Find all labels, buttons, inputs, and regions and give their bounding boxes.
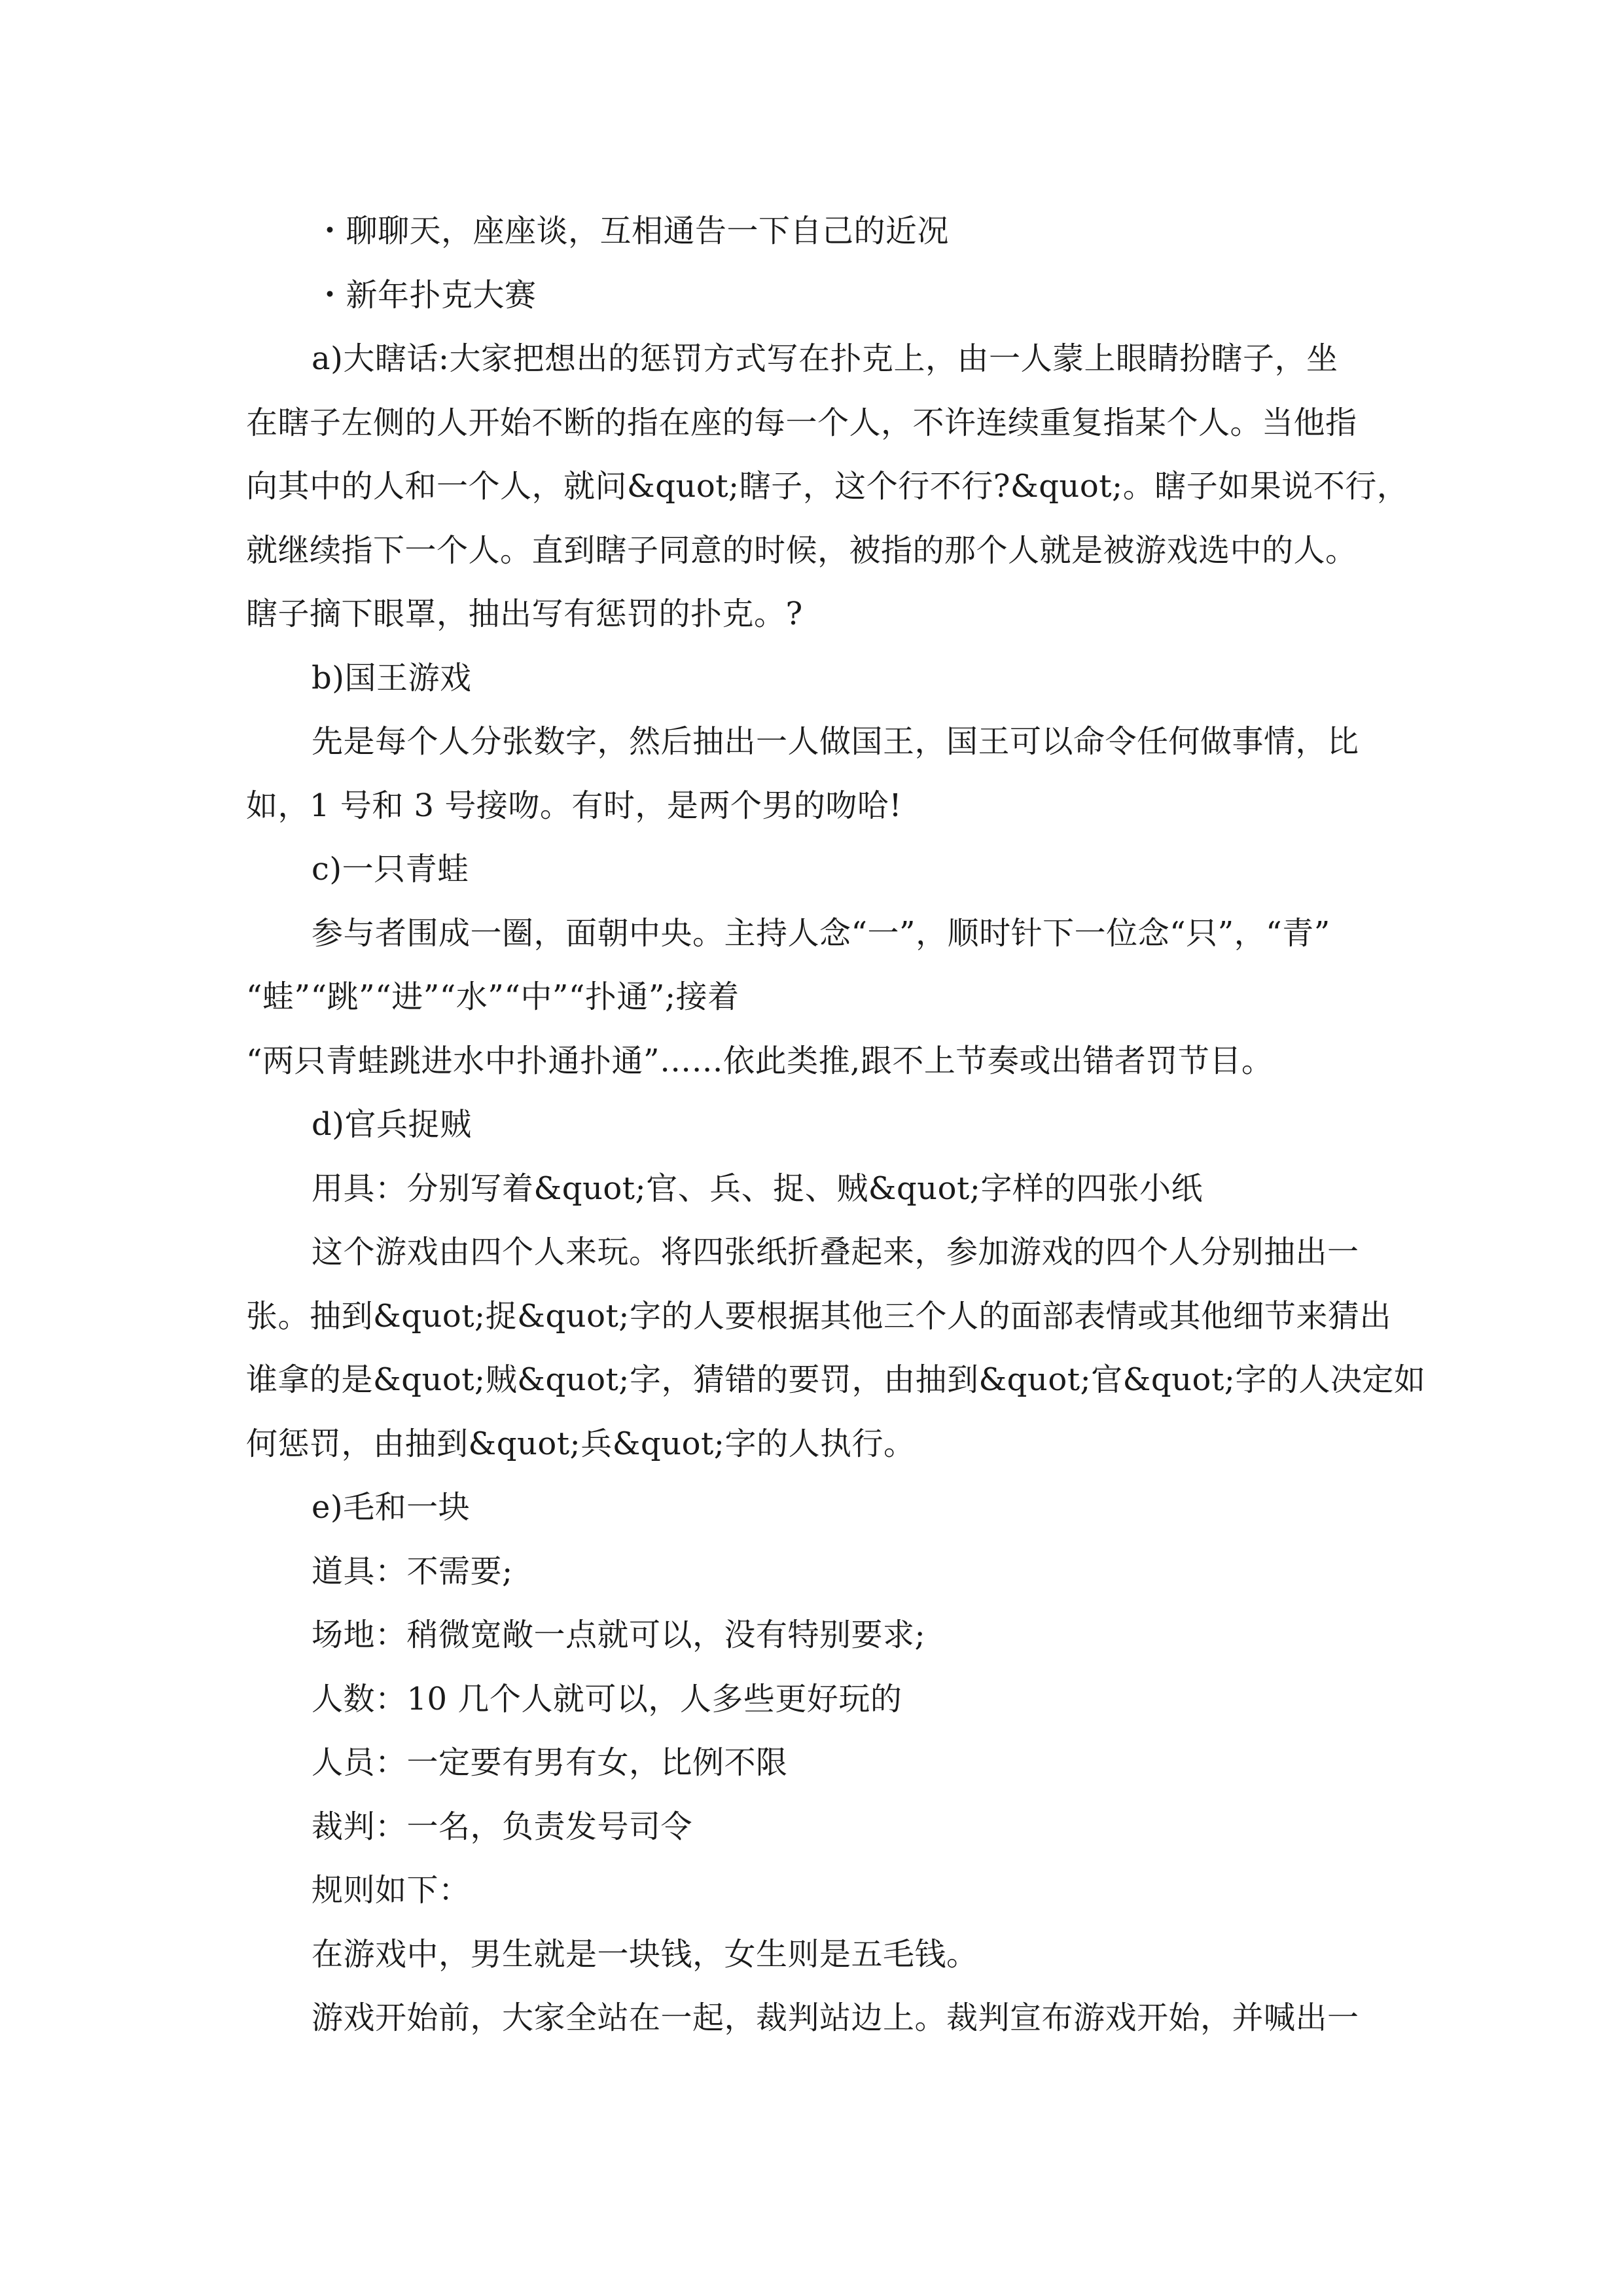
paragraph-line: 在游戏中，男生就是一块钱，女生则是五毛钱。: [312, 1935, 978, 1973]
section-heading-frog: c)一只青蛙: [312, 851, 469, 888]
paragraph-line: 场地：稍微宽敞一点就可以，没有特别要求;: [312, 1617, 926, 1653]
paragraph-line: 何惩罚，由抽到&quot;兵&quot;字的人执行。: [246, 1425, 916, 1462]
paragraph-line: 人数：10 几个人就可以，人多些更好玩的: [312, 1680, 902, 1717]
paragraph-line: 如，1 号和 3 号接吻。有时，是两个男的吻哈!: [246, 787, 902, 824]
paragraph-line: “蛙”“跳”“进”“水”“中”“扑通”;接着: [246, 978, 740, 1015]
paragraph-line: 瞎子摘下眼罩，抽出写有惩罚的扑克。?: [246, 596, 803, 632]
paragraph-line: 用具：分别写着&quot;官、兵、捉、贼&quot;字样的四张小纸: [312, 1170, 1203, 1207]
paragraph-line: “两只青蛙跳进水中扑通扑通”……依此类推,跟不上节奏或出错者罚节目。: [246, 1042, 1274, 1079]
section-heading-money: e)毛和一块: [312, 1489, 471, 1526]
section-heading-officer-thief: d)官兵捉贼: [312, 1106, 472, 1143]
paragraph-line: 这个游戏由四个人来玩。将四张纸折叠起来，参加游戏的四个人分别抽出一: [312, 1234, 1359, 1270]
paragraph-line: 谁拿的是&quot;贼&quot;字，猜错的要罚，由抽到&quot;官&quot;字的人决定如: [246, 1361, 1426, 1398]
section-heading-king-game: b)国王游戏: [312, 659, 472, 696]
bullet-poker-contest: ・新年扑克大赛: [314, 276, 537, 314]
paragraph-line: 在瞎子左侧的人开始不断的指在座的每一个人，不许连续重复指某个人。当他指: [246, 404, 1357, 441]
paragraph-line: 向其中的人和一个人，就问&quot;瞎子，这个行不行?&quot;。瞎子如果说不行，: [246, 468, 1409, 505]
paragraph-line: 裁判：一名，负责发号司令: [312, 1808, 693, 1845]
document-body: [246, 200, 1426, 2051]
paragraph-line: 先是每个人分张数字，然后抽出一人做国王，国王可以命令任何做事情，比: [312, 723, 1359, 760]
paragraph-line: 道具：不需要;: [312, 1552, 513, 1590]
paragraph-line: 张。抽到&quot;捉&quot;字的人要根据其他三个人的面部表情或其他细节来猜出: [246, 1297, 1391, 1335]
paragraph-line: 就继续指下一个人。直到瞎子同意的时候，被指的那个人就是被游戏选中的人。: [246, 531, 1357, 569]
paragraph-line: 游戏开始前，大家全站在一起，裁判站边上。裁判宣布游戏开始，并喊出一: [312, 2000, 1359, 2036]
paragraph-line: 参与者围成一圈，面朝中央。主持人念“一”，顺时针下一位念“只”，“青”: [312, 914, 1330, 952]
bullet-chat: ・聊聊天，座座谈，互相通告一下自己的近况: [314, 213, 950, 249]
paragraph-line: a)大瞎话:大家把想出的惩罚方式写在扑克上，由一人蒙上眼睛扮瞎子，坐: [312, 340, 1338, 377]
paragraph-line: 规则如下：: [312, 1872, 471, 1909]
paragraph-line: 人员：一定要有男有女，比例不限: [312, 1744, 788, 1781]
